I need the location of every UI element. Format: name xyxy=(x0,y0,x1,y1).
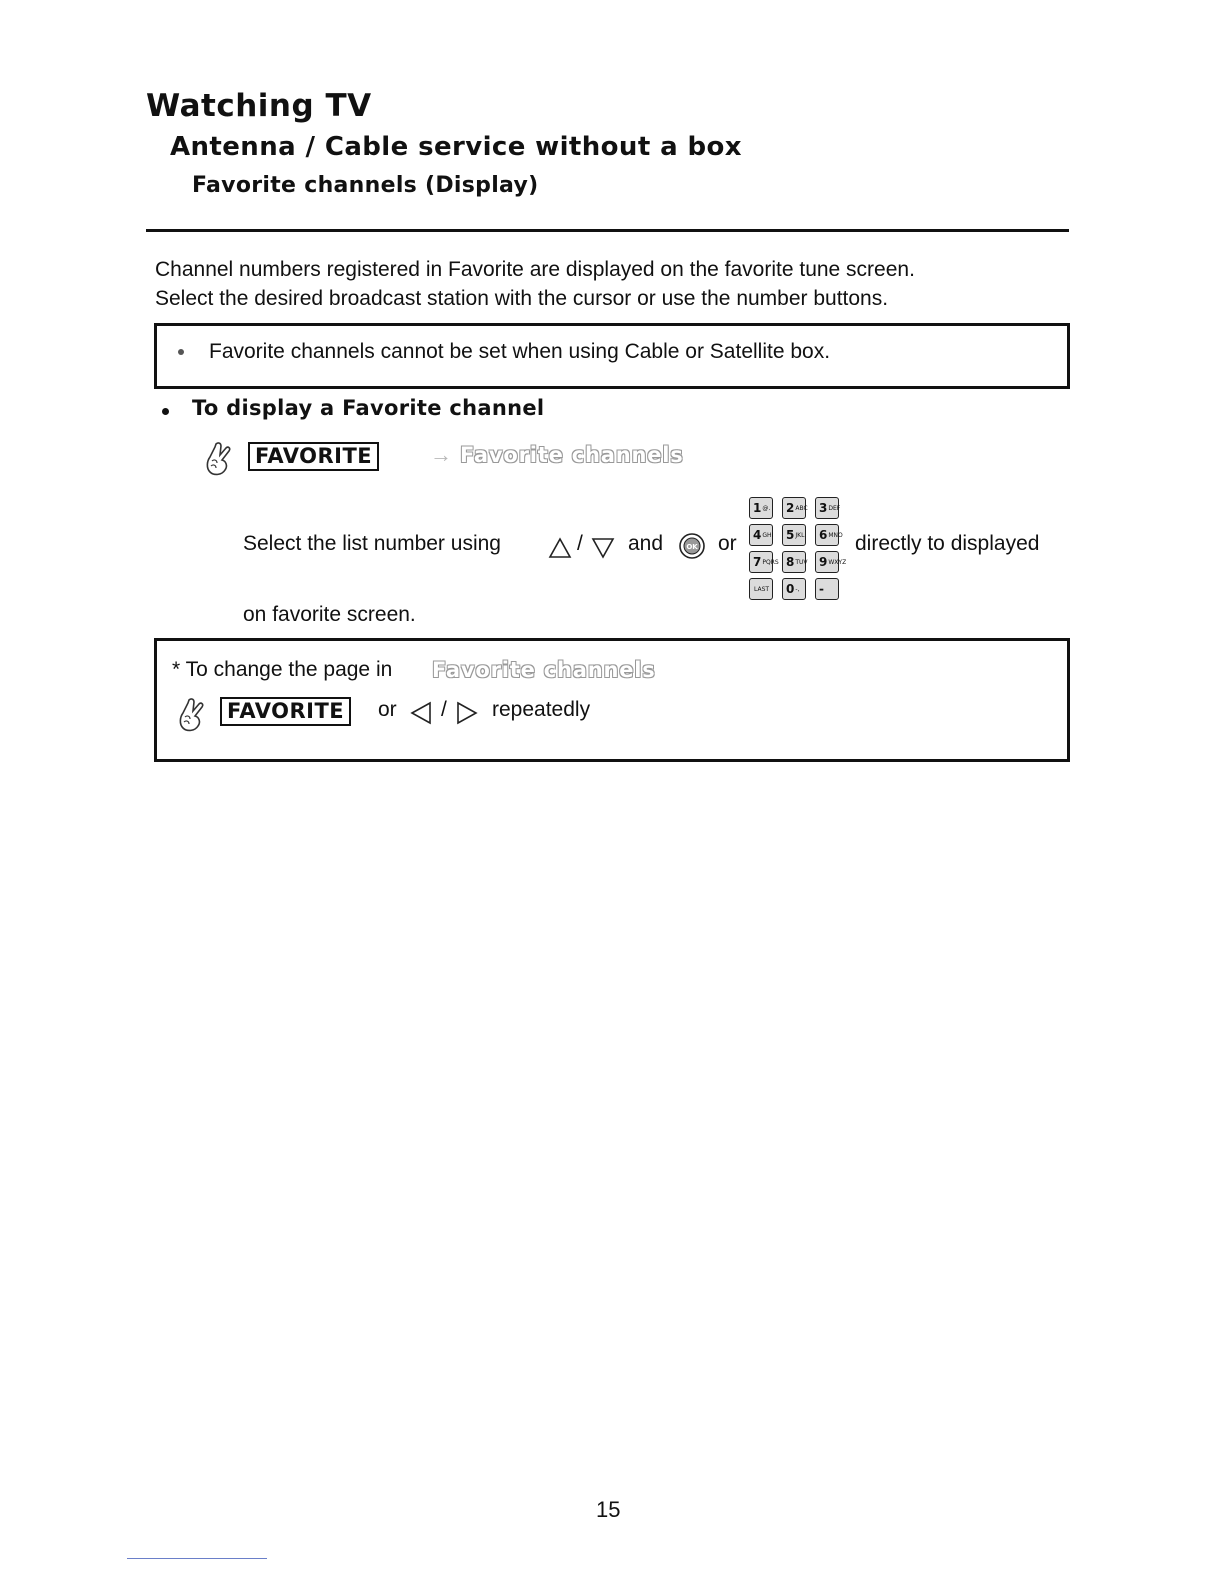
numkey-4: 4 GHI xyxy=(749,524,773,546)
slash-separator: / xyxy=(577,532,583,555)
section-heading: Antenna / Cable service without a box xyxy=(170,132,742,162)
numkey-2: 2 ABC xyxy=(782,497,806,519)
step-select-text: Select the list number using xyxy=(243,532,501,555)
menu-favorite-channels: Favorite channels xyxy=(460,443,684,467)
change-page-suffix: repeatedly xyxy=(492,698,591,721)
subsection-heading: Favorite channels (Display) xyxy=(192,173,539,198)
up-arrow-icon xyxy=(548,537,572,559)
numkey-1: 1 @. xyxy=(749,497,773,519)
favorite-key: FAVORITE xyxy=(220,697,351,726)
remote-hand-icon xyxy=(177,697,207,733)
directly-text: directly to displayed xyxy=(855,532,1040,555)
note-bullet xyxy=(178,349,184,355)
change-page-target: Favorite channels xyxy=(432,658,656,682)
numkey-dash: - xyxy=(815,578,839,600)
intro-line-1: Channel numbers registered in Favorite are displayed on the favorite tune screen. xyxy=(155,258,915,281)
favorite-key: FAVORITE xyxy=(248,442,379,471)
numkey-5: 5 JKL xyxy=(782,524,806,546)
ok-button-icon xyxy=(678,532,706,560)
down-arrow-icon xyxy=(591,537,615,559)
and-text: and xyxy=(628,532,664,555)
footer-link-line xyxy=(127,1558,267,1559)
or-text: or xyxy=(718,532,737,555)
numkey-8: 8 TUV xyxy=(782,551,806,573)
svg-text:OK: OK xyxy=(686,543,698,551)
arrow-right-icon: → xyxy=(430,442,452,467)
page-number: 15 xyxy=(596,1497,621,1522)
change-page-prefix: * To change the page in xyxy=(172,658,393,681)
numkey-0: 0 -, xyxy=(782,578,806,600)
procedure-title: To display a Favorite channel xyxy=(192,396,545,420)
numkey-3: 3 DEF xyxy=(815,497,839,519)
left-arrow-icon xyxy=(410,701,432,725)
right-arrow-icon xyxy=(456,701,478,725)
numkey-7: 7 PQRS xyxy=(749,551,773,573)
numkey-last: LAST xyxy=(749,578,773,600)
numkey-6: 6 MNO xyxy=(815,524,839,546)
slash-separator: / xyxy=(441,698,447,721)
note-text: Favorite channels cannot be set when using Cable or Satellite box. xyxy=(209,340,831,363)
heading-divider xyxy=(146,229,1069,232)
remote-hand-icon xyxy=(204,441,234,477)
step-end-text: on favorite screen. xyxy=(243,603,416,626)
page-title: Watching TV xyxy=(146,88,372,124)
numkey-9: 9 WXYZ xyxy=(815,551,839,573)
section-bullet xyxy=(162,408,169,415)
intro-line-2: Select the desired broadcast station with the cursor or use the number buttons. xyxy=(155,287,889,310)
or-text: or xyxy=(378,698,397,721)
number-buttons-icon xyxy=(749,497,847,600)
